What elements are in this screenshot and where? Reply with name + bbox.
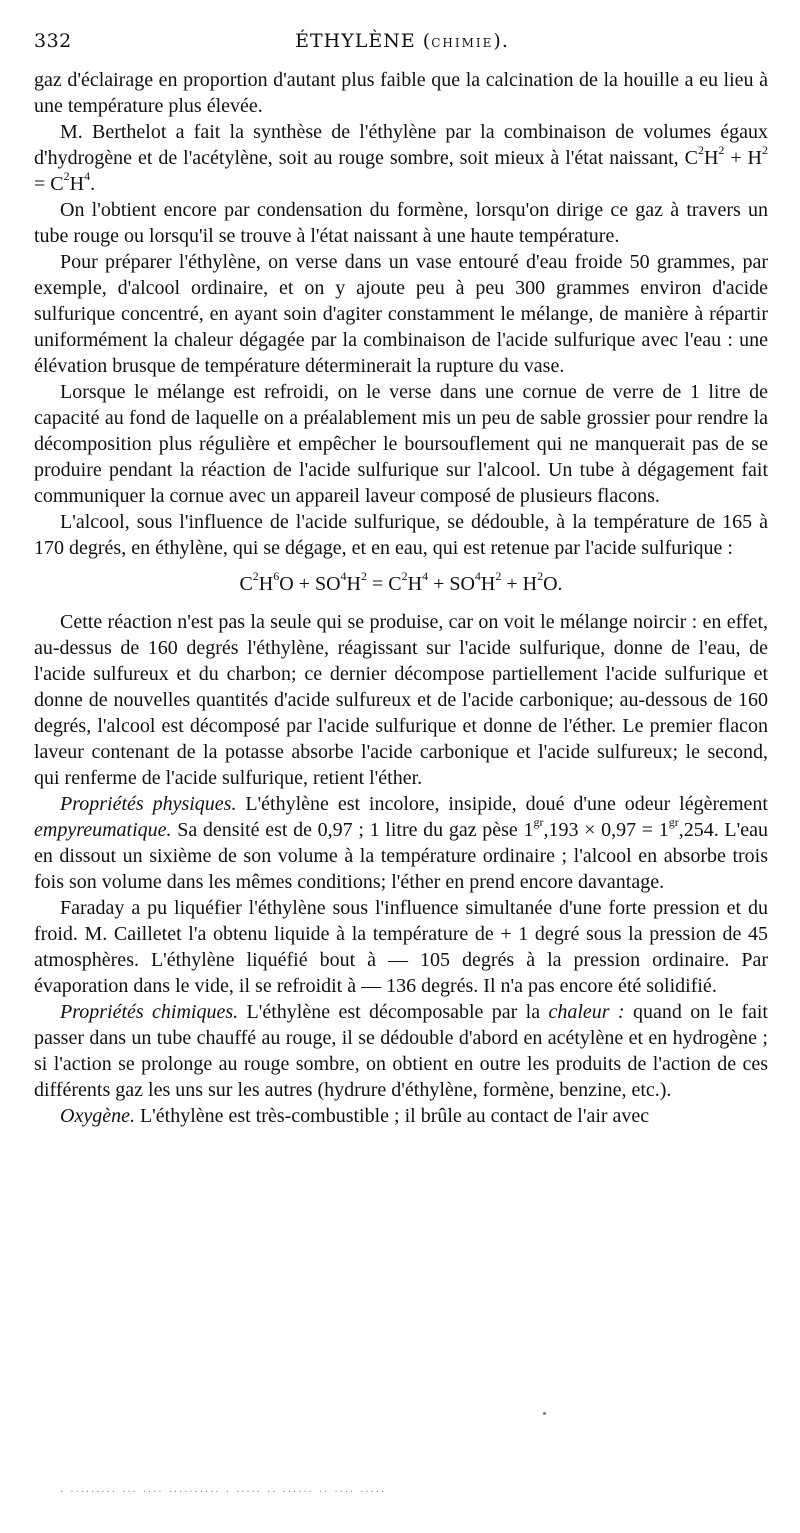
formula-part: H — [480, 573, 496, 595]
paragraph-text: ,254. L'eau en dissout un sixième de son volume à la température ordinaire ; l'alcool en absorbe trois fois son volume dans les mêmes conditions; l'éther en prend encore davantage. — [34, 819, 768, 893]
emphasis: chaleur : — [548, 1001, 625, 1023]
section-title-physiques: Propriétés physiques. — [60, 793, 237, 815]
print-speck — [543, 1412, 546, 1415]
formula-part: = C — [366, 573, 402, 595]
paragraph-preparation: Pour préparer l'éthylène, on verse dans un vase entouré d'eau froide 50 grammes, par exemple, d'alcool ordinaire, et on y ajoute peu à peu 300 grammes environ d'acide sulfurique concentré, en ayant soin d'agiter constamment le mélange, de manière à répartir uniformément la chaleur dégagée par la combinaison de l'acide sulfurique avec l'eau : une élévation brusque de température déterminerait la rupture du vase. — [34, 251, 768, 377]
paragraph-berthelot — [34, 119, 768, 197]
paragraph-formene: On l'obtient encore par condensation du formène, lorsqu'on dirige ce gaz à travers un tube rouge ou lorsqu'il se trouve à l'état naissant à une haute température. — [34, 199, 768, 247]
page-number: 332 — [34, 30, 72, 52]
unit-superscript: gr — [533, 815, 544, 830]
paragraph-continuation: gaz d'éclairage en proportion d'autant plus faible que la calcination de la houille a eu lieu à une température plus élevée. — [34, 69, 768, 117]
running-title-main: ÉTHYLÈNE ( — [295, 30, 432, 52]
subscript: 4 — [340, 569, 347, 584]
subscript: 2 — [495, 569, 502, 584]
emphasis: empyreumatique. — [34, 819, 172, 841]
subscript: 2 — [537, 569, 544, 584]
paragraph-proprietes-physiques — [34, 791, 768, 895]
paragraph-faraday: Faraday a pu liquéfier l'éthylène sous l'influence simultanée d'une forte pression et du froid. M. Cailletet l'a obtenu liquide à la température de + 1 degré sous la pression de 45 atmosphères. L'éthylène liquéfié bout à — 105 degrés à la pression ordinaire. Par évaporation dans le vide, il se refroidit à — 136 degrés. Il n'a pas encore été solidifié. — [34, 897, 768, 997]
section-title-chimiques: Propriétés chimiques. — [60, 1001, 239, 1023]
formula-part: H — [258, 573, 274, 595]
subscript: 4 — [422, 569, 429, 584]
paragraph-text: quand on le fait passer dans un tube chauffé au rouge, il se dédouble d'abord en acétylène et en hydrogène ; si l'action se prolonge au rouge sombre, on obtient en outre les produits de l'action de ces différents gaz les uns sur les autres (hydrure d'éthylène, formène, benzine, etc.). — [34, 1001, 768, 1101]
formula-part: + H — [724, 147, 762, 169]
subscript: 6 — [273, 569, 280, 584]
paragraph-reaction: Cette réaction n'est pas la seule qui se produise, car on voit le mélange noircir : en effet, au-dessus de 160 degrés l'éthylène, réagissant sur l'acide sulfurique, donne de l'eau, de l'acide sulfureux et du charbon; ce dernier décompose partiellement l'acide sulfurique et donne de nouvelles quantités d'acide sulfureux et de l'acide carbonique; au-dessous de 160 degrés, l'alcool est décomposé par l'acide sulfurique et donne de l'éther. Le premier flacon laveur contenant de la potasse absorbe l'acide carbonique et l'acide sulfureux; le second, qui renferme de l'acide sulfurique, retient l'éther. — [34, 611, 768, 789]
formula-part: = C — [34, 173, 64, 195]
paragraph-cornue: Lorsque le mélange est refroidi, on le verse dans une cornue de verre de 1 litre de capacité au fond de laquelle on a préalablement mis un peu de sable grossier pour rendre la décomposition plus régulière et empêcher le boursouflement qui ne manquerait pas de se produire pendant la réaction de l'acide sulfurique sur l'alcool. Un tube à dégagement fait communiquer la cornue avec un appareil laveur composé de plusieurs flacons. — [34, 381, 768, 507]
unit-superscript: gr — [668, 815, 679, 830]
paragraph-text: L'éthylène est très-combustible ; il brûle au contact de l'air avec — [134, 1105, 650, 1127]
formula-part: H — [407, 573, 423, 595]
paragraph-text: Sa densité est de 0,97 ; 1 litre du gaz pèse 1 — [171, 819, 534, 841]
formula-part: H — [69, 173, 85, 195]
formula-part: . — [90, 173, 96, 195]
subscript: 2 — [718, 143, 725, 158]
subscript: 2 — [252, 569, 259, 584]
paragraph-oxygene — [34, 1103, 768, 1129]
running-title-close: ). — [493, 30, 509, 52]
formula-part: O + SO — [279, 573, 341, 595]
bleed-through-text: · ········· ··· ···· ·········· · ····· ·· ······ ·· ···· ····· — [60, 1487, 387, 1498]
formula-part: C — [239, 573, 253, 595]
formula-part: + H — [501, 573, 538, 595]
berthelot-text: M. Berthelot a fait la synthèse de l'éthylène par la combinaison de volumes égaux d'hydrogène et de l'acétylène, soit au rouge sombre, soit mieux à l'état naissant, C — [34, 121, 768, 169]
subscript: 2 — [762, 143, 768, 158]
running-title — [34, 30, 770, 52]
paragraph-alcool: L'alcool, sous l'influence de l'acide sulfurique, se dédouble, à la température de 165 à 170 degrés, en éthylène, qui se dégage, et en eau, qui est retenue par l'acide sulfurique : — [34, 511, 768, 559]
formula-part: H — [346, 573, 361, 595]
subscript: 2 — [697, 143, 704, 158]
paragraph-proprietes-chimiques — [34, 999, 768, 1103]
paragraph-text: ,193 × 0,97 = 1 — [543, 819, 669, 841]
subscript: 4 — [84, 169, 91, 184]
paragraph-text: L'éthylène est décomposable par la — [238, 1001, 549, 1023]
formula-part: H — [703, 147, 719, 169]
paragraph-text: L'éthylène est incolore, insipide, doué d'une odeur légèrement — [236, 793, 768, 815]
subscript: 2 — [401, 569, 408, 584]
chemical-equation — [34, 571, 768, 597]
subscript: 2 — [360, 569, 367, 584]
running-header — [34, 30, 770, 56]
body-text — [34, 67, 768, 1129]
formula-part: O. — [543, 573, 563, 595]
section-title-oxygene: Oxygène. — [60, 1105, 135, 1127]
running-title-section: CHIMIE — [431, 36, 494, 50]
formula-part: + SO — [428, 573, 475, 595]
subscript: 2 — [63, 169, 70, 184]
subscript: 4 — [474, 569, 481, 584]
